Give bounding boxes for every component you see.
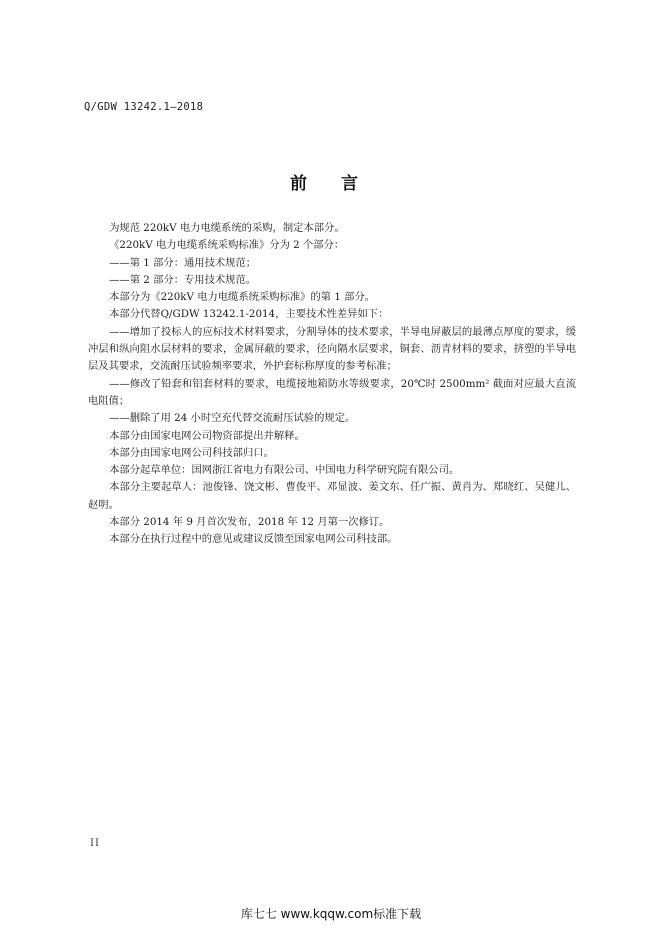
footer-watermark: 库七七 www.kqqw.com标准下载 (240, 907, 422, 921)
paragraph: 本部分代替Q/GDW 13242.1-2014，主要技术性差异如下： (109, 308, 389, 321)
standard-code: Q/GDW 13242.1—2018 (84, 101, 204, 113)
paragraph: ——删除了用 24 小时空充代替交流耐压试验的规定。 (109, 412, 356, 425)
body-text (88, 220, 576, 549)
paragraph: 本部分起草单位：国网浙江省电力有限公司、中国电力科学研究院有限公司。 (109, 464, 460, 477)
paragraph: 本部分 2014 年 9 月首次发布，2018 年 12 月第一次修订。 (109, 516, 390, 529)
paragraph: ——第 1 部分：通用技术规范； (109, 256, 257, 269)
paragraph: ——修改了铅套和铝套材料的要求，电缆接地箱防水等级要求，20℃时 2500mm² 截面对应最大直流电阻值； (88, 377, 576, 407)
paragraph: 本部分在执行过程中的意见或建议反馈至国家电网公司科技部。 (109, 533, 398, 546)
paragraph: 本部分为《220kV 电力电缆系统采购标准》的第 1 部分。 (109, 291, 376, 304)
page-title: 前 言 (290, 174, 372, 194)
paragraph: 本部分由国家电网公司物资部提出并解释。 (109, 429, 305, 442)
paragraph: ——第 2 部分：专用技术规范。 (109, 273, 257, 286)
paragraph: ——增加了投标人的应标技术材料要求，分割导体的技术要求，半导电屏蔽层的最薄点厚度的要求，缓冲层和纵向阻水层材料的要求，金属屏蔽的要求，径向隔水层要求，铜套、沥青材料的要求，挤塑的半导电层及其要求，交流耐压试验频率要求，外护套标称厚度的参考标准； (88, 325, 576, 373)
paragraph: 本部分主要起草人：池俊锋、饶文彬、曹俊平、邓显波、姜文东、任广振、黄肖为、郑晓红、吴健儿、赵明。 (88, 481, 576, 511)
page-number: II (90, 838, 100, 849)
paragraph: 为规范 220kV 电力电缆系统的采购，制定本部分。 (109, 222, 345, 234)
paragraph: 本部分由国家电网公司科技部归口。 (109, 446, 274, 459)
paragraph: 《220kV 电力电缆系统采购标准》分为 2 个部分： (109, 239, 345, 252)
